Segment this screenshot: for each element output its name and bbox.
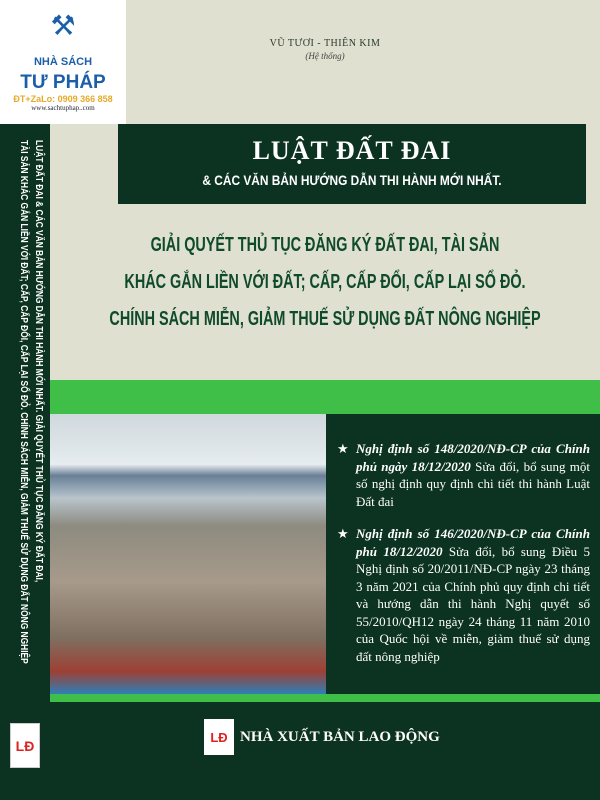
publisher-name: NHÀ XUẤT BẢN LAO ĐỘNG [240, 728, 440, 745]
book-title: LUẬT ĐẤT ĐAI [252, 136, 452, 165]
note-item [337, 440, 590, 510]
note-item [337, 525, 590, 665]
store-website: www.sachtuphap..com [31, 104, 95, 112]
star-icon: ★ [337, 526, 349, 541]
spine-line: LUẬT ĐẤT ĐAI & CÁC VĂN BẢN HƯỚNG DẪN THI HÀNH MỚI NHẤT. GIẢI QUYẾT THỦ TỤC ĐĂNG KÝ ĐẤT ĐAI, [33, 140, 45, 583]
store-logo [0, 0, 126, 124]
subtitle-line: KHÁC GẮN LIỀN VỚI ĐẤT; CẤP, CẤP ĐỔI, CẤP LẠI SỔ ĐỎ. [124, 271, 526, 293]
note-bold: Nghị định số 146/2020/NĐ-CP của Chính phủ 18/12/2020 [356, 526, 590, 559]
store-name-2: TƯ PHÁP [20, 72, 106, 93]
gavel-icon: ⚒ [50, 10, 76, 41]
green-line [50, 694, 600, 702]
title-box [118, 124, 586, 204]
note-text: Sửa đổi, bổ sung Điều 5 Nghị định số 20/2011/NĐ-CP ngày 23 tháng 3 năm 2021 của Chính phủ quy định chi tiết và hướng dẫn thi hành Nghị quyết số 55/2010/QH12 ngày 24 tháng 11 năm 2010 của Quốc hội về miễn, giảm thuế sử dụng đất nông nghiệp [356, 543, 590, 664]
city-photo [50, 414, 326, 694]
cover-top [50, 0, 600, 380]
spine-title [16, 140, 46, 720]
book-title-sub: & CÁC VĂN BẢN HƯỚNG DẪN THI HÀNH MỚI NHẤT. [202, 172, 502, 188]
spine-publisher-logo: LĐ [10, 723, 40, 768]
author-note: (Hệ thống) [305, 51, 345, 61]
publisher-logo: LĐ [204, 719, 234, 755]
star-icon: ★ [337, 441, 349, 456]
notes-list [337, 440, 590, 680]
green-band [50, 380, 600, 414]
publisher [204, 719, 440, 755]
store-name-1: NHÀ SÁCH [33, 56, 93, 68]
spine-line: TÀI SẢN KHÁC GẮN LIỀN VỚI ĐẤT; CẤP, CẤP ĐỔI, CẤP LẠI SỔ ĐỎ. CHÍNH SÁCH MIỄN, GIẢM THUẾ SỬ DỤNG ĐẤT NÔNG NGHIỆP [18, 140, 30, 664]
subtitle-line: GIẢI QUYẾT THỦ TỤC ĐĂNG KÝ ĐẤT ĐAI, TÀI SẢN [150, 234, 500, 256]
note-bold: Nghị định số 148/2020/NĐ-CP của Chính phủ ngày 18/12/2020 [356, 441, 590, 474]
subtitle-line: CHÍNH SÁCH MIỄN, GIẢM THUẾ SỬ DỤNG ĐẤT NÔNG NGHIỆP [109, 308, 541, 330]
store-phone: ĐT+ZaLo: 0909 366 858 [13, 94, 113, 104]
author: VŨ TƯƠI - THIÊN KIM [269, 38, 381, 49]
note-text: Sửa đổi, bổ sung một số nghị định quy định chi tiết thi hành Luật Đất đai [356, 458, 590, 509]
